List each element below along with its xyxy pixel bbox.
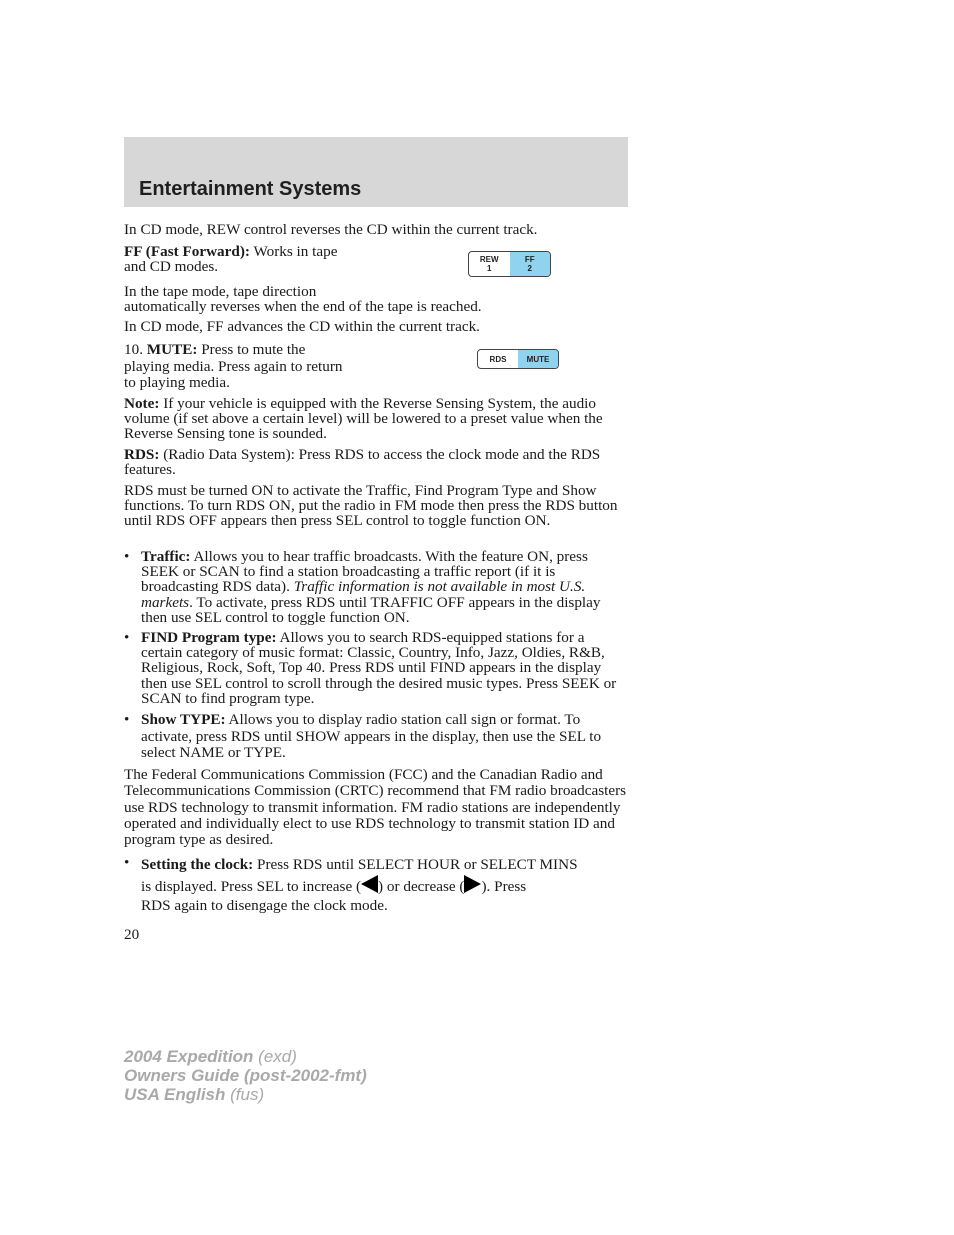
footer-model: 2004 Expedition	[124, 1047, 254, 1066]
clock-text-3: ) or decrease (	[378, 877, 465, 895]
mute-text-3: to playing media.	[124, 374, 230, 391]
note-text: If your vehicle is equipped with the Reverse Sensing System, the audio volume (if set above a certain level) will be lowered to a preset value when the Reverse Sensing tone is sounded.	[124, 395, 603, 443]
traffic-item	[141, 549, 629, 625]
show-item	[141, 712, 629, 762]
show-text: Allows you to display radio station call sign or format. To activate, press RDS until SHOW appears in the display, then use the SEL to select NAME or TYPE.	[141, 711, 602, 761]
clock-label: Setting the clock:	[141, 856, 254, 873]
clock-text-1: Press RDS until SELECT HOUR or SELECT MINS	[253, 856, 578, 873]
rew-button-graphic	[469, 252, 510, 276]
ff-paragraph	[124, 244, 384, 274]
note-paragraph	[124, 396, 630, 442]
rew-ff-button-graphic	[468, 251, 551, 277]
rds-mute-button-graphic	[477, 349, 559, 369]
ff-label-graphic: FF	[524, 255, 535, 264]
bullet-symbol: •	[124, 854, 130, 871]
left-triangle-icon	[361, 875, 378, 893]
footer-line-2	[124, 1066, 367, 1085]
clock-text-4: ). Press	[481, 877, 527, 895]
rew-label: REW	[479, 255, 499, 264]
ff-button-graphic	[510, 252, 551, 276]
mute-text-1: Press to mute the	[197, 341, 306, 358]
traffic-label: Traffic:	[141, 548, 191, 565]
note-label: Note:	[124, 395, 160, 412]
bullet-symbol: •	[124, 711, 130, 728]
rds-button-graphic	[478, 350, 518, 368]
bullet-symbol: •	[124, 629, 130, 646]
traffic-text-1: Allows you to hear traffic broadcasts. With the feature ON, press SEEK or SCAN to find a station broadcasting a traffic report (if it is broadcasting RDS data).	[141, 548, 588, 596]
ff-label: FF (Fast Forward):	[124, 243, 250, 260]
footer-line-1	[124, 1047, 367, 1066]
mute-number: 10.	[124, 341, 147, 358]
traffic-text-2: . To activate, press RDS until TRAFFIC OFF appears in the display then use SEL control to toggle function ON.	[141, 593, 601, 626]
ff-text-1: Works in tape	[249, 243, 338, 260]
rds-on-paragraph: RDS must be turned ON to activate the Traffic, Find Program Type and Show functions. To turn RDS ON, put the radio in FM mode then press the RDS button until RDS OFF appears then press SEL control to toggle function ON.	[124, 482, 618, 530]
clock-text-2: is displayed. Press SEL to increase (	[141, 877, 362, 895]
bullet-symbol: •	[124, 548, 130, 565]
rds-label-graphic: RDS	[489, 354, 507, 364]
cd-ff-paragraph: In CD mode, FF advances the CD within the current track.	[124, 318, 480, 335]
section-header	[124, 137, 628, 207]
right-triangle-icon	[464, 875, 481, 893]
clock-text-5: RDS again to disengage the clock mode.	[141, 897, 388, 914]
mute-paragraph	[124, 342, 384, 392]
ff-number: 2	[527, 264, 532, 273]
footer-lang-code: (fus)	[225, 1085, 265, 1104]
traffic-italic: Traffic information is not available in most U.S. markets	[141, 578, 586, 611]
clock-item	[141, 855, 629, 916]
mute-label-graphic: MUTE	[526, 354, 550, 364]
page-number: 20	[124, 926, 140, 943]
mute-button-graphic	[518, 350, 558, 368]
mute-text-2: playing media. Press again to return	[124, 357, 343, 375]
rew-number: 1	[487, 264, 492, 273]
ff-text-2: and CD modes.	[124, 258, 219, 276]
tape-text-2: automatically reverses when the end of the tape is reached.	[124, 298, 482, 316]
find-item	[141, 630, 629, 706]
footer-guide: Owners Guide (post-2002-fmt)	[124, 1066, 367, 1085]
footer-model-code: (exd)	[253, 1047, 297, 1066]
find-text: Allows you to search RDS-equipped stations for a certain category of music format: Classic, Country, Info, Jazz, Oldies, R&B, Religious, Rock, Soft, Top 40. Press RDS until FIND appears in the display then use SEL control to scroll through the desired music types. Press SEEK or SCAN to find program type.	[141, 629, 617, 707]
show-label: Show TYPE:	[141, 711, 226, 728]
section-title: Entertainment Systems	[139, 178, 362, 200]
mute-label: MUTE:	[146, 341, 198, 358]
footer-lang: USA English	[124, 1085, 226, 1104]
tape-text-1: In the tape mode, tape direction	[124, 283, 317, 300]
footer-line-3	[124, 1085, 367, 1104]
cd-rew-paragraph: In CD mode, REW control reverses the CD within the current track.	[124, 221, 538, 238]
fcc-paragraph: The Federal Communications Commission (FCC) and the Canadian Radio and Telecommunications Commission (CRTC) recommend that FM radio broadcasters use RDS technology to transmit information. FM radio stations are independently operated and individually elect to use RDS technology to transmit station ID and program type as desired.	[124, 766, 627, 849]
tape-paragraph	[124, 284, 630, 314]
find-label: FIND Program type:	[141, 629, 277, 646]
document-footer	[124, 1047, 367, 1104]
rds-label: RDS:	[124, 446, 160, 463]
rds-text: (Radio Data System): Press RDS to access the clock mode and the RDS features.	[124, 446, 601, 479]
rds-paragraph	[124, 447, 630, 477]
